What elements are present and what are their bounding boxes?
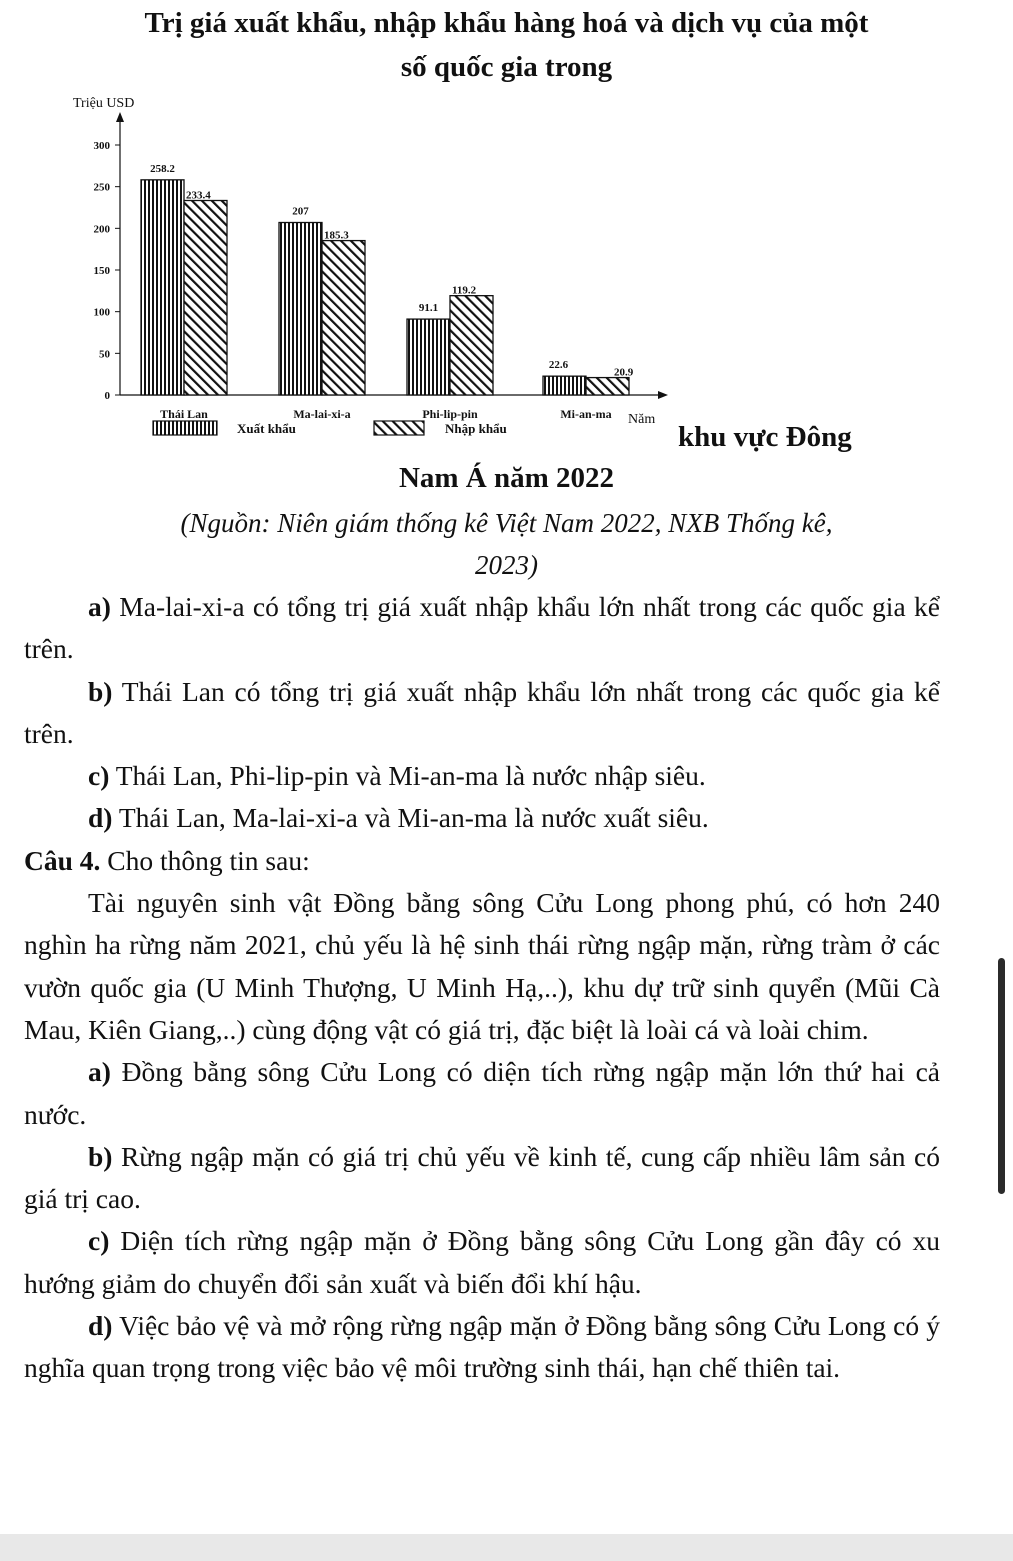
value-label: 20.9 [614, 366, 634, 379]
statement-text: Đồng bằng sông Cửu Long có diện tích rừng ngập mặn lớn thứ hai cả nước. [24, 1056, 940, 1130]
q4-statement-d [24, 1305, 940, 1390]
bottom-edge [0, 1534, 1013, 1561]
chart-title-line-1: Trị giá xuất khẩu, nhập khẩu hàng hoá và dịch vụ của một [144, 7, 869, 39]
y-axis-title: Triệu USD [73, 96, 135, 111]
source-note-line-2: 2023) [475, 550, 538, 580]
q3-statement-c [24, 755, 940, 797]
y-tick-label: 150 [93, 265, 110, 277]
value-label: 207 [292, 205, 309, 218]
bar-import [450, 296, 493, 395]
legend-swatch-export [153, 421, 217, 435]
y-tick-label: 250 [93, 181, 110, 194]
vertical-scrollbar[interactable] [998, 958, 1005, 1194]
bar-chart [60, 90, 680, 445]
q3-statement-b [24, 671, 940, 756]
category-label: Ma-lai-xi-a [293, 407, 351, 421]
bar-import [184, 201, 227, 396]
value-label: 233.4 [186, 189, 211, 202]
bar-export [141, 180, 184, 395]
question-body [24, 586, 940, 1390]
statement-text: Thái Lan, Ma-lai-xi-a và Mi-an-ma là nước xuất siêu. [112, 802, 709, 834]
value-label: 91.1 [418, 302, 439, 315]
bar-export [279, 223, 322, 396]
y-tick-label: 100 [93, 306, 110, 319]
statement-text: Rừng ngập mặn có giá trị chủ yếu về kinh tế, cung cấp nhiều lâm sản có giá trị cao. [24, 1140, 940, 1215]
q3-statement-a [24, 586, 940, 671]
legend-label-export: Xuất khẩu [237, 421, 296, 436]
statement-text: Việc bảo vệ và mở rộng rừng ngập mặn ở Đồng bằng sông Cửu Long có ý nghĩa quan trọng trong việc bảo vệ môi trường sinh thái, hạn chế thiên tai. [24, 1310, 940, 1384]
q4-passage: Tài nguyên sinh vật Đồng bằng sông Cửu Long phong phú, có hơn 240 nghìn ha rừng năm 2021, chủ yếu là hệ sinh thái rừng ngập mặn, rừng tràm ở các vườn quốc gia (U Minh Thượng, U Minh Hạ,..), khu dự trữ sinh quyển (Mũi Cà Mau, Kiên Giang,..) cùng động vật có giá trị, đặc biệt là loài cá và loài chim. [24, 887, 940, 1045]
statement-label: d) [88, 1310, 113, 1342]
q3-statement-d [24, 797, 940, 839]
value-label: 185.3 [324, 229, 349, 242]
category-label: Mi-an-ma [560, 407, 612, 421]
statement-text: Ma-lai-xi-a có tổng trị giá xuất nhập khẩu lớn nhất trong các quốc gia kể trên. [24, 591, 940, 665]
statement-label: c) [88, 1225, 110, 1257]
x-axis-arrow [658, 391, 668, 399]
value-label: 22.6 [548, 359, 569, 372]
x-axis-title: Năm [628, 412, 656, 427]
statement-label: b) [88, 675, 113, 707]
chart-title-line-3: khu vực Đông [678, 421, 852, 453]
q4-heading [24, 840, 940, 882]
q4-statement-b [24, 1136, 940, 1221]
bar-import [322, 241, 365, 395]
question-lead: Cho thông tin sau: [100, 844, 310, 876]
statement-label: d) [88, 802, 113, 834]
statement-text: Thái Lan có tổng trị giá xuất nhập khẩu lớn nhất trong các quốc gia kể trên. [24, 675, 940, 749]
statement-label: c) [88, 760, 110, 792]
legend-swatch-import [374, 421, 424, 435]
chart-title-line-2: số quốc gia trong [400, 51, 613, 83]
statement-text: Thái Lan, Phi-lip-pin và Mi-an-ma là nước nhập siêu. [109, 760, 706, 792]
statement-label: b) [88, 1140, 113, 1172]
bar-import [586, 378, 629, 395]
category-label: Phi-lip-pin [422, 407, 478, 421]
question-label: Câu 4. [24, 844, 101, 876]
y-tick-label: 50 [99, 348, 110, 361]
value-label: 258.2 [150, 162, 175, 175]
statement-label: a) [88, 1056, 111, 1088]
bar-export [543, 376, 586, 395]
legend-label-import: Nhập khẩu [445, 421, 507, 436]
q4-statement-c [24, 1220, 940, 1305]
y-tick-label: 0 [104, 390, 110, 402]
y-tick-label: 300 [93, 140, 110, 152]
statement-text: Diện tích rừng ngập mặn ở Đồng bằng sông Cửu Long gần đây có xu hướng giảm do chuyển đổi sản xuất và biến đổi khí hậu. [24, 1225, 940, 1299]
y-tick-label: 200 [93, 223, 110, 236]
category-label: Thái Lan [160, 407, 208, 421]
value-label: 119.2 [452, 284, 477, 297]
q4-statement-a [24, 1051, 940, 1136]
bar-export [407, 319, 450, 395]
source-note-line-1: (Nguồn: Niên giám thống kê Việt Nam 2022, NXB Thống kê, [180, 508, 833, 538]
chart-title-line-4: Nam Á năm 2022 [398, 462, 615, 494]
statement-label: a) [88, 591, 111, 622]
y-axis-arrow [116, 112, 124, 122]
